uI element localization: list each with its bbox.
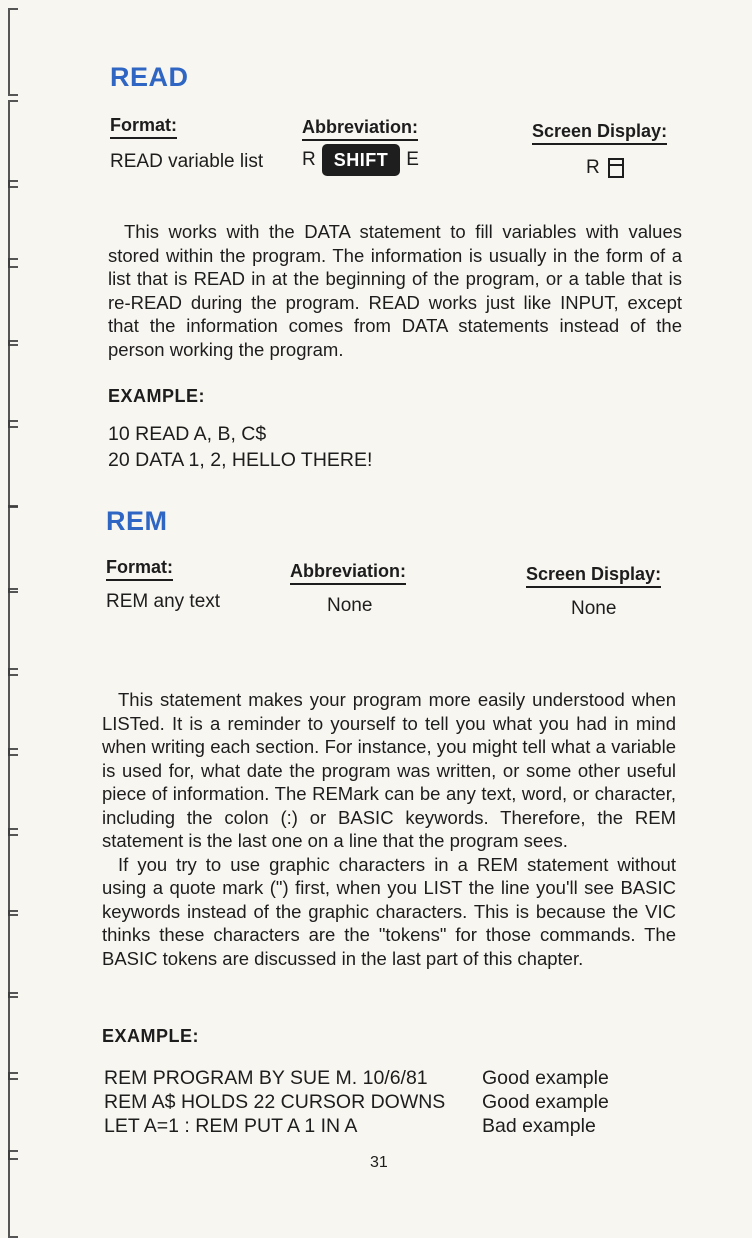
read-abbreviation-label: Abbreviation: [302, 116, 418, 141]
rem-screen-display-value: None [571, 598, 617, 619]
example-note: Good example [482, 1067, 609, 1089]
read-description [108, 220, 682, 361]
abbrev-suffix: E [406, 149, 419, 171]
rem-format-value: REM any text [106, 591, 221, 612]
read-example-label: EXAMPLE: [108, 386, 206, 406]
read-format-value: READ variable list [110, 151, 264, 172]
rem-abbreviation-label: Abbreviation: [290, 560, 406, 585]
table-row [104, 1090, 624, 1114]
rem-heading: REM [106, 506, 168, 536]
binding-mark [8, 992, 18, 1080]
binding-mark [8, 748, 18, 836]
read-screen-display-value [586, 156, 624, 180]
example-code: LET A=1 : REM PUT A 1 IN A [104, 1115, 358, 1137]
binding-mark [8, 505, 18, 593]
example-note: Bad example [482, 1115, 596, 1137]
rem-paragraph-2: If you try to use graphic characters in a REM statement without using a quote mark (") first, when you LIST the line you'll see BASIC keywords instead of the graphic characters. This is because the VIC thinks these characters are the "tokens" for those commands. The BASIC tokens are discussed in the last part of this chapter. [102, 853, 676, 969]
binding-mark [8, 588, 18, 676]
binding-mark [8, 828, 18, 916]
rem-paragraph-1: This statement makes your program more easily understood when LISTed. It is a reminder to yourself to tell you what you had in mind when writing each section. For instance, you might tell what a variable is used for, what date the program was written, or some other useful piece of information. The REMark can be any text, word, or character, including the colon (:) or BASIC keywords. Therefore, the REM statement is the last one on a line that the program sees. [102, 689, 676, 851]
rem-screen-display-label: Screen Display: [526, 563, 661, 588]
example-code: REM PROGRAM BY SUE M. 10/6/81 [104, 1067, 428, 1089]
binding-mark [8, 180, 18, 268]
read-heading: READ [110, 62, 189, 92]
binding-mark [8, 258, 18, 346]
read-example-line: 20 DATA 1, 2, HELLO THERE! [108, 449, 373, 471]
rem-description [102, 688, 676, 970]
read-format-label: Format: [110, 114, 177, 139]
spiral-binding [8, 0, 28, 1216]
page-number: 31 [370, 1154, 388, 1171]
binding-mark [8, 8, 18, 96]
binding-mark [8, 100, 18, 188]
read-abbreviation-value [302, 144, 419, 176]
abbrev-prefix: R [302, 149, 316, 171]
rem-example-label: EXAMPLE: [102, 1026, 200, 1046]
example-code: REM A$ HOLDS 22 CURSOR DOWNS [104, 1091, 446, 1113]
rem-example-table [104, 1066, 624, 1138]
table-row [104, 1066, 624, 1090]
read-screen-display-label: Screen Display: [532, 120, 667, 145]
table-row [104, 1114, 624, 1138]
shift-key-icon: SHIFT [322, 144, 401, 176]
graphic-character-icon [608, 158, 624, 178]
binding-mark [8, 1150, 18, 1238]
binding-mark [8, 910, 18, 998]
screen-prefix: R [586, 157, 600, 178]
binding-mark [8, 1072, 18, 1160]
read-example-line: 10 READ A, B, C$ [108, 423, 267, 445]
binding-mark [8, 668, 18, 756]
binding-mark [8, 340, 18, 428]
read-description-text: This works with the DATA statement to fill variables with values stored within the program. The information is usually in the form of a list that is READ in at the beginning of the program, or a table that is re-READ during the program. READ works just like INPUT, except that the information comes from DATA statements instead of the person working the program. [108, 221, 682, 360]
rem-format-label: Format: [106, 556, 173, 581]
binding-mark [8, 420, 18, 508]
example-note: Good example [482, 1091, 609, 1113]
rem-abbreviation-value: None [327, 595, 373, 616]
